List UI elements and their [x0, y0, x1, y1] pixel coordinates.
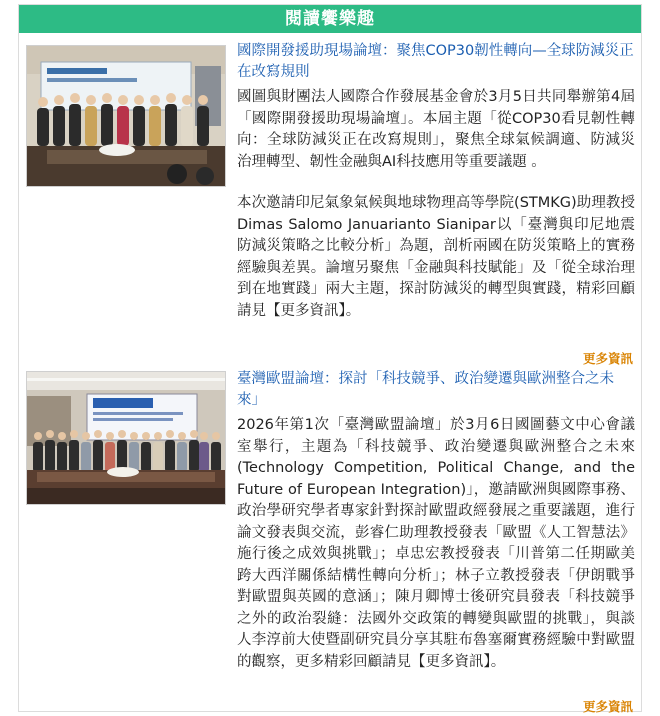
- forum-group-photo: [27, 372, 225, 504]
- article-photo[interactable]: [26, 45, 226, 187]
- section-title: 閱讀饗樂趣: [19, 5, 641, 33]
- more-info-link[interactable]: 更多資訊: [582, 699, 633, 714]
- article-title-link[interactable]: 國際開發援助現場論壇：聚焦COP30韌性轉向—全球防減災正在改寫規則: [237, 43, 634, 80]
- article-photo[interactable]: [26, 371, 226, 505]
- article-title-link[interactable]: 臺灣歐盟論壇：探討「科技競爭、政治變遷與歐洲整合之未來」: [237, 371, 614, 408]
- forum-group-photo: [27, 46, 225, 186]
- article-paragraph: 本次邀請印尼氣象氣候與地球物理高等學院(STMKG)助理教授Dimas Salomo Januarianto Sianipar以「臺灣與印尼地震防減災策略之比較分析」為題，剖析兩國在防災策略上的實務經驗與差異。論壇另聚焦「金融與科技賦能」及「從全球治理到在地實踐」兩大主題，探討防減災的轉型與實踐，精彩回顧請見【更多資訊】。: [237, 195, 635, 319]
- more-info-link[interactable]: 更多資訊: [582, 351, 633, 366]
- article-paragraph: 國圖與財團法人國際合作發展基金會於3月5日共同舉辦第4屆「國際開發援助現場論壇」。本屆主題「從COP30看見韌性轉向：全球防減災正在改寫規則」，聚焦全球氣候調適、防減災治理轉型、韌性金融與AI科技應用等重要議題 。: [237, 89, 635, 170]
- reading-section-panel: [18, 4, 642, 712]
- article-paragraph: 2026年第1次「臺灣歐盟論壇」於3月6日國圖藝文中心會議室舉行，主題為「科技競爭、政治變遷與歐洲整合之未來(Technology Competition, Political Change, and the Future of European Integration)」，邀請歐洲與國際事務、政治學研究學者專家針對探討歐盟政經發展之重要議題，進行論文發表與交流，彭睿仁助理教授發表「歐盟《人工智慧法》施行後之成效與挑戰」；卓忠宏教授發表「川普第二任期歐美跨大西洋關係結構性轉向分析」；林子立教授發表「伊朗戰爭對歐盟與英國的意涵」；陳月卿博士後研究員發表「科技競爭之外的政治裂縫：法國外交政策的轉變與歐盟的挑戰」，與談人李淳前大使暨副研究員分享其駐布魯塞爾實務經驗中對歐盟的觀察，更多精彩回顧請見【更多資訊】。: [237, 417, 635, 670]
